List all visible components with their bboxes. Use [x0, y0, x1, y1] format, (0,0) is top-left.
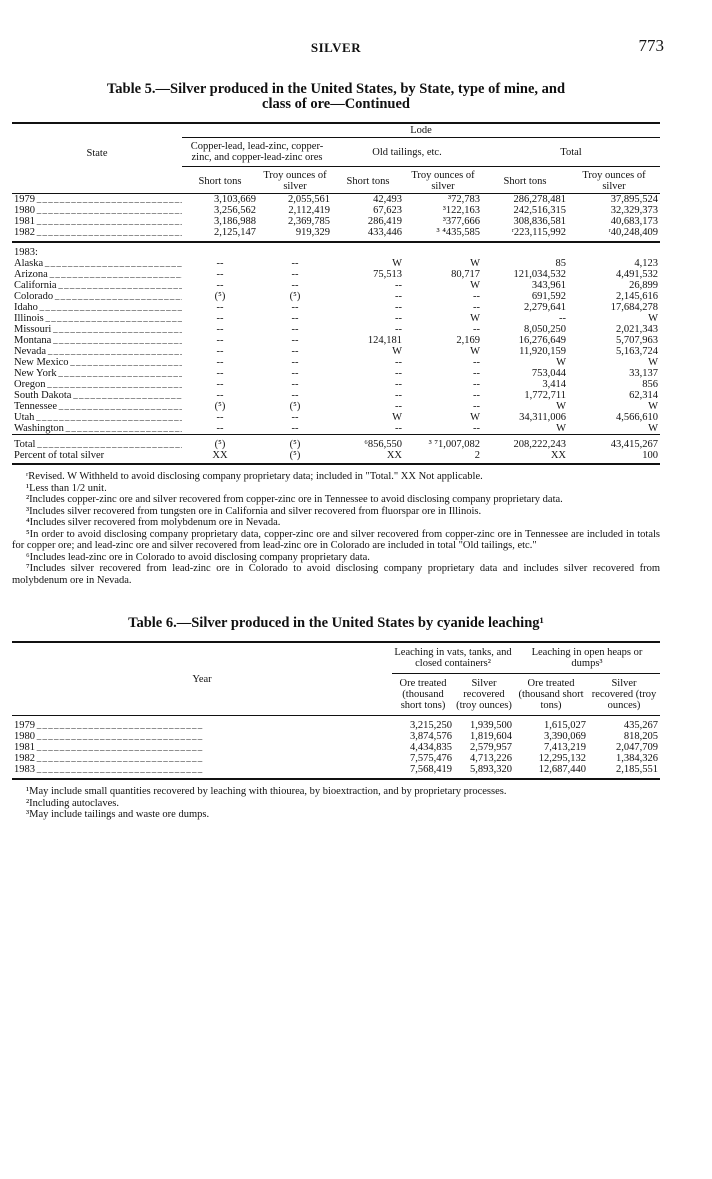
cell-c2: --	[291, 258, 299, 269]
cell-c2: --	[291, 335, 299, 346]
cell-c3: 7,413,219	[544, 742, 586, 753]
cell-c2: --	[291, 280, 299, 291]
year-header: Year	[12, 642, 392, 716]
row-label: Utah _ _ _	[14, 412, 182, 423]
row-label: Montana _ _ _	[14, 335, 182, 346]
cell-c1: 3,103,669	[214, 194, 256, 205]
cell-c3: --	[395, 379, 402, 390]
cell-c5: 85	[555, 258, 566, 269]
row-label: New York _ _ _	[14, 368, 182, 379]
cell-c3: W	[392, 258, 402, 269]
cell-c2: (⁵)	[289, 291, 301, 302]
cell-c5: 691,592	[531, 291, 566, 302]
row-label: Missouri _ _ _	[14, 324, 182, 335]
cell-c4: --	[473, 368, 480, 379]
troy-ounces-header: Troy ounces of silver	[263, 170, 327, 192]
row-label: Idaho _ _ _	[14, 302, 182, 313]
cell-c5: 343,961	[531, 280, 566, 291]
year-row	[12, 227, 660, 238]
cell-c4: W	[470, 313, 480, 324]
footnote: ²Including autoclaves.	[26, 797, 119, 809]
ore-treated-header: Ore treated (thousand short tons)	[518, 678, 584, 711]
group1-header: Copper-lead, lead-zinc, copper-zinc, and copper-lead-zinc ores	[182, 138, 332, 167]
cell-c3: 3,390,069	[544, 731, 586, 742]
cell-c5: 286,278,481	[513, 194, 566, 205]
cell-c3: 1,615,027	[544, 720, 586, 731]
row-label: South Dakota _ _ _	[14, 390, 182, 401]
heaps-header: Leaching in open heaps or dumps³	[514, 642, 660, 674]
cell-c2: --	[291, 412, 299, 423]
short-tons-header: Short tons	[198, 175, 242, 187]
cell-c2: --	[291, 357, 299, 368]
cell-c3: 67,623	[373, 205, 402, 216]
cell-c5: W	[556, 357, 566, 368]
cell-c6: 100	[642, 450, 658, 461]
year-row	[12, 742, 660, 753]
cell-c2: 2,112,419	[288, 205, 330, 216]
cell-c5: 2,279,641	[524, 302, 566, 313]
cell-c3: 12,687,440	[538, 764, 586, 775]
cell-c2: --	[291, 368, 299, 379]
year-row	[12, 205, 660, 216]
cell-c6: W	[648, 313, 658, 324]
cell-c4: 2,047,709	[616, 742, 658, 753]
cell-c5: W	[556, 423, 566, 434]
cell-c4: 1,384,326	[616, 753, 658, 764]
row-label: Oregon _ _ _	[14, 379, 182, 390]
cell-c6: W	[648, 423, 658, 434]
cell-c5: 11,920,159	[519, 346, 566, 357]
cell-c4: --	[473, 302, 480, 313]
cell-c4: --	[473, 357, 480, 368]
row-label: 1980 _ _ _	[14, 731, 202, 742]
cell-c1: --	[216, 269, 224, 280]
cell-c2: (⁵)	[289, 439, 301, 450]
row-label: 1981 _ _ _	[14, 216, 182, 227]
row-label: Percent of total silver	[14, 450, 105, 461]
cell-c5: 34,311,006	[519, 412, 566, 423]
footnote: ʳRevised. W Withheld to avoid disclosing company proprietary data; included in "Total." XX Not applicable.	[26, 471, 483, 482]
cell-c6: 2,145,616	[616, 291, 658, 302]
cell-c1: --	[216, 335, 224, 346]
row-label: Colorado _ _ _	[14, 291, 182, 302]
cell-c2: --	[291, 423, 299, 434]
footnote: ⁶Includes lead-zinc ore in Colorado to avoid disclosing company proprietary data.	[26, 551, 370, 563]
footnote: ⁵In order to avoid disclosing company proprietary data, copper-zinc ore and silver recovered from copper-zinc ore in Tennessee are included in totals for copper ore; and lead-zinc ore and silver recovered from lead-zinc ore in Colorado are included in total "Old tailings, etc."	[12, 528, 660, 551]
cell-c4: ³377,666	[442, 216, 480, 227]
cell-c6: 37,895,524	[610, 194, 658, 205]
cell-c2: 919,329	[295, 227, 330, 238]
cell-c3: --	[395, 401, 402, 412]
cell-c6: 17,684,278	[610, 302, 658, 313]
cell-c1: 3,256,562	[214, 205, 256, 216]
cell-c2: --	[291, 269, 299, 280]
cell-c2: --	[291, 302, 299, 313]
cell-c4: W	[470, 346, 480, 357]
cell-c2: 1,819,604	[470, 731, 512, 742]
cell-c2: (⁵)	[289, 401, 301, 412]
row-label: 1979 _ _ _	[14, 194, 182, 205]
cell-c4: ³72,783	[447, 194, 480, 205]
row-label: Illinois _ _ _	[14, 313, 182, 324]
state-row	[12, 269, 660, 280]
cell-c2: 4,713,226	[470, 753, 512, 764]
table6-caption: Table 6.—Silver produced in the United States by cyanide leaching¹	[128, 615, 544, 631]
cell-c1: XX	[212, 450, 228, 461]
year-row	[12, 216, 660, 227]
row-label: California _ _ _	[14, 280, 182, 291]
cell-c4: 2,169	[456, 335, 480, 346]
state-row	[12, 324, 660, 335]
cell-c3: --	[395, 324, 402, 335]
cell-c2: --	[291, 313, 299, 324]
silver-recovered-header: Silver recovered (troy ounces)	[591, 678, 657, 711]
silver-recovered-header: Silver recovered (troy ounces)	[456, 678, 512, 711]
state-row	[12, 423, 660, 435]
cell-c1: --	[216, 346, 224, 357]
cell-c6: 856	[642, 379, 658, 390]
page-number: 773	[638, 36, 664, 55]
cell-c4: W	[470, 280, 480, 291]
cell-c1: --	[216, 313, 224, 324]
cell-c3: 12,295,132	[538, 753, 586, 764]
cell-c3: --	[395, 291, 402, 302]
cell-c3: 124,181	[367, 335, 402, 346]
table5-caption: Table 5.—Silver produced in the United States, by State, type of mine, and class of ore—Continued	[106, 81, 566, 112]
cell-c3: 286,419	[367, 216, 402, 227]
year-row	[12, 764, 660, 775]
cell-c4: W	[470, 258, 480, 269]
cell-c3: W	[392, 412, 402, 423]
footnote: ³Includes silver recovered from tungsten ore in California and silver recovered from fluorspar ore in Illinois.	[26, 505, 482, 517]
cell-c5: 1,772,711	[524, 390, 566, 401]
cell-c2: --	[291, 390, 299, 401]
year-1983-label: 1983:	[14, 247, 38, 258]
cell-c5: 242,516,315	[513, 205, 566, 216]
cell-c5: ʳ223,115,992	[511, 227, 566, 238]
row-label: Alaska _ _ _	[14, 258, 182, 269]
state-row	[12, 390, 660, 401]
cell-c4: 80,717	[451, 269, 480, 280]
cell-c6: 26,899	[629, 280, 658, 291]
state-row	[12, 357, 660, 368]
table5-footnotes	[12, 471, 660, 586]
cell-c6: 4,491,532	[616, 269, 658, 280]
cell-c2: 1,939,500	[470, 720, 512, 731]
cell-c5: W	[556, 401, 566, 412]
row-label: 1982 _ _ _	[14, 227, 182, 238]
cell-c1: (⁵)	[214, 401, 226, 412]
cell-c4: --	[473, 423, 480, 434]
cell-c3: --	[395, 302, 402, 313]
year-row	[12, 720, 660, 731]
cell-c6: 43,415,267	[610, 439, 658, 450]
cell-c2: --	[291, 324, 299, 335]
state-row	[12, 258, 660, 269]
row-label: Total _ _ _	[14, 439, 182, 450]
state-row	[12, 346, 660, 357]
row-label: 1982 _ _ _	[14, 753, 202, 764]
cell-c1: --	[216, 423, 224, 434]
cell-c5: 8,050,250	[524, 324, 566, 335]
percent-row	[12, 450, 660, 461]
cell-c2: 5,893,320	[470, 764, 512, 775]
cell-c3: 433,446	[367, 227, 402, 238]
cell-c2: 2,055,561	[288, 194, 330, 205]
cell-c1: --	[216, 412, 224, 423]
lode-header: Lode	[182, 123, 660, 138]
cell-c6: W	[648, 401, 658, 412]
cell-c4: 2	[474, 450, 480, 461]
running-title: SILVER	[310, 40, 362, 55]
cell-c1: (⁵)	[214, 291, 226, 302]
cell-c3: --	[395, 423, 402, 434]
table5	[12, 122, 660, 465]
cell-c6: 32,329,373	[610, 205, 658, 216]
cell-c3: 75,513	[373, 269, 402, 280]
year-row	[12, 731, 660, 742]
year-row	[12, 194, 660, 206]
cell-c2: --	[291, 346, 299, 357]
vats-header: Leaching in vats, tanks, and closed containers²	[392, 642, 514, 674]
cell-c1: 4,434,835	[410, 742, 452, 753]
footnote: ⁷Includes silver recovered from lead-zinc ore in Colorado to avoid disclosing company proprietary data and includes silver recovered from molybdenum ore in Nevada.	[12, 563, 660, 586]
row-label: New Mexico _ _ _	[14, 357, 182, 368]
cell-c4: --	[473, 291, 480, 302]
footnote: ¹May include small quantities recovered by leaching with thiourea, by bioextraction, and by proprietary processes.	[26, 786, 507, 797]
state-row	[12, 280, 660, 291]
row-label: Arizona _ _ _	[14, 269, 182, 280]
short-tons-header: Short tons	[346, 175, 390, 187]
cell-c5: 753,044	[531, 368, 566, 379]
cell-c3: XX	[386, 450, 402, 461]
cell-c3: W	[392, 346, 402, 357]
state-row	[12, 313, 660, 324]
cell-c6: 4,566,610	[616, 412, 658, 423]
cell-c1: --	[216, 357, 224, 368]
cell-c2: 2,579,957	[470, 742, 512, 753]
cell-c5: 208,222,243	[513, 439, 566, 450]
cell-c2: --	[291, 379, 299, 390]
cell-c1: --	[216, 379, 224, 390]
short-tons-header: Short tons	[503, 175, 547, 187]
cell-c6: 40,683,173	[610, 216, 658, 227]
cell-c3: --	[395, 390, 402, 401]
cell-c1: --	[216, 302, 224, 313]
cell-c4: W	[470, 412, 480, 423]
footnote: ²Includes copper-zinc ore and silver recovered from copper-zinc ore in Tennessee to avoid disclosing company proprietary data.	[26, 494, 563, 505]
cell-c3: --	[395, 313, 402, 324]
table6	[12, 641, 660, 780]
cell-c1: 3,874,576	[410, 731, 452, 742]
state-row	[12, 302, 660, 313]
cell-c5: 121,034,532	[513, 269, 566, 280]
cell-c6: W	[648, 357, 658, 368]
cell-c2: (⁵)	[289, 450, 301, 461]
cell-c6: 33,137	[629, 368, 658, 379]
cell-c6: 5,163,724	[616, 346, 658, 357]
state-row	[12, 401, 660, 412]
ore-treated-header: Ore treated (thousand short tons)	[399, 678, 447, 711]
cell-c5: 308,836,581	[513, 216, 566, 227]
cell-c4: ³122,163	[442, 205, 480, 216]
cell-c4: 2,185,551	[616, 764, 658, 775]
year-row	[12, 753, 660, 764]
state-row	[12, 335, 660, 346]
group3-header: Total	[560, 146, 582, 158]
cell-c3: --	[395, 357, 402, 368]
cell-c5: 16,276,649	[518, 335, 566, 346]
cell-c3: ⁶856,550	[364, 439, 402, 450]
cell-c4: --	[473, 379, 480, 390]
cell-c6: 5,707,963	[616, 335, 658, 346]
cell-c6: 2,021,343	[616, 324, 658, 335]
document-page	[12, 36, 664, 821]
cell-c2: 2,369,785	[288, 216, 330, 227]
cell-c4: --	[473, 324, 480, 335]
cell-c1: 2,125,147	[214, 227, 256, 238]
cell-c1: --	[216, 390, 224, 401]
cell-c4: --	[473, 390, 480, 401]
cell-c1: --	[216, 258, 224, 269]
state-header: State	[86, 147, 108, 159]
cell-c1: --	[216, 324, 224, 335]
cell-c4: 435,267	[623, 720, 658, 731]
cell-c1: 3,186,988	[214, 216, 256, 227]
cell-c1: 3,215,250	[410, 720, 452, 731]
footnote: ¹Less than 1/2 unit.	[26, 482, 107, 494]
cell-c6: 62,314	[629, 390, 658, 401]
row-label: 1983 _ _ _	[14, 764, 202, 775]
table6-footnotes	[12, 786, 660, 821]
footnote: ⁴Includes silver recovered from molybdenum ore in Nevada.	[26, 517, 281, 528]
row-label: 1981 _ _ _	[14, 742, 202, 753]
total-row	[12, 439, 660, 450]
state-row	[12, 412, 660, 423]
running-header	[12, 36, 664, 56]
cell-c1: (⁵)	[214, 439, 226, 450]
cell-c4: ³ ⁷1,007,082	[428, 439, 480, 450]
row-label: Washington _ _ _	[14, 423, 182, 434]
cell-c1: --	[216, 280, 224, 291]
row-label: Nevada _ _ _	[14, 346, 182, 357]
cell-c4: 818,205	[623, 731, 658, 742]
state-row	[12, 368, 660, 379]
cell-c3: --	[395, 280, 402, 291]
troy-ounces-header: Troy ounces of silver	[411, 170, 475, 192]
cell-c6: ʳ40,248,409	[608, 227, 658, 238]
row-label: Tennessee _ _ _	[14, 401, 182, 412]
cell-c5: --	[559, 313, 566, 324]
cell-c1: 7,575,476	[410, 753, 452, 764]
cell-c1: 7,568,419	[410, 764, 452, 775]
troy-ounces-header: Troy ounces of silver	[582, 170, 646, 192]
row-label: 1980 _ _ _	[14, 205, 182, 216]
cell-c5: 3,414	[542, 379, 566, 390]
cell-c4: --	[473, 401, 480, 412]
row-label: 1979 _ _ _	[14, 720, 202, 731]
cell-c4: ³ ⁴435,585	[436, 227, 480, 238]
cell-c1: --	[216, 368, 224, 379]
state-row	[12, 291, 660, 302]
group2-header: Old tailings, etc.	[372, 146, 442, 158]
cell-c6: 4,123	[634, 258, 658, 269]
state-row	[12, 379, 660, 390]
cell-c3: 42,493	[373, 194, 402, 205]
cell-c5: XX	[550, 450, 566, 461]
footnote: ³May include tailings and waste ore dumps.	[26, 809, 210, 820]
cell-c3: --	[395, 368, 402, 379]
